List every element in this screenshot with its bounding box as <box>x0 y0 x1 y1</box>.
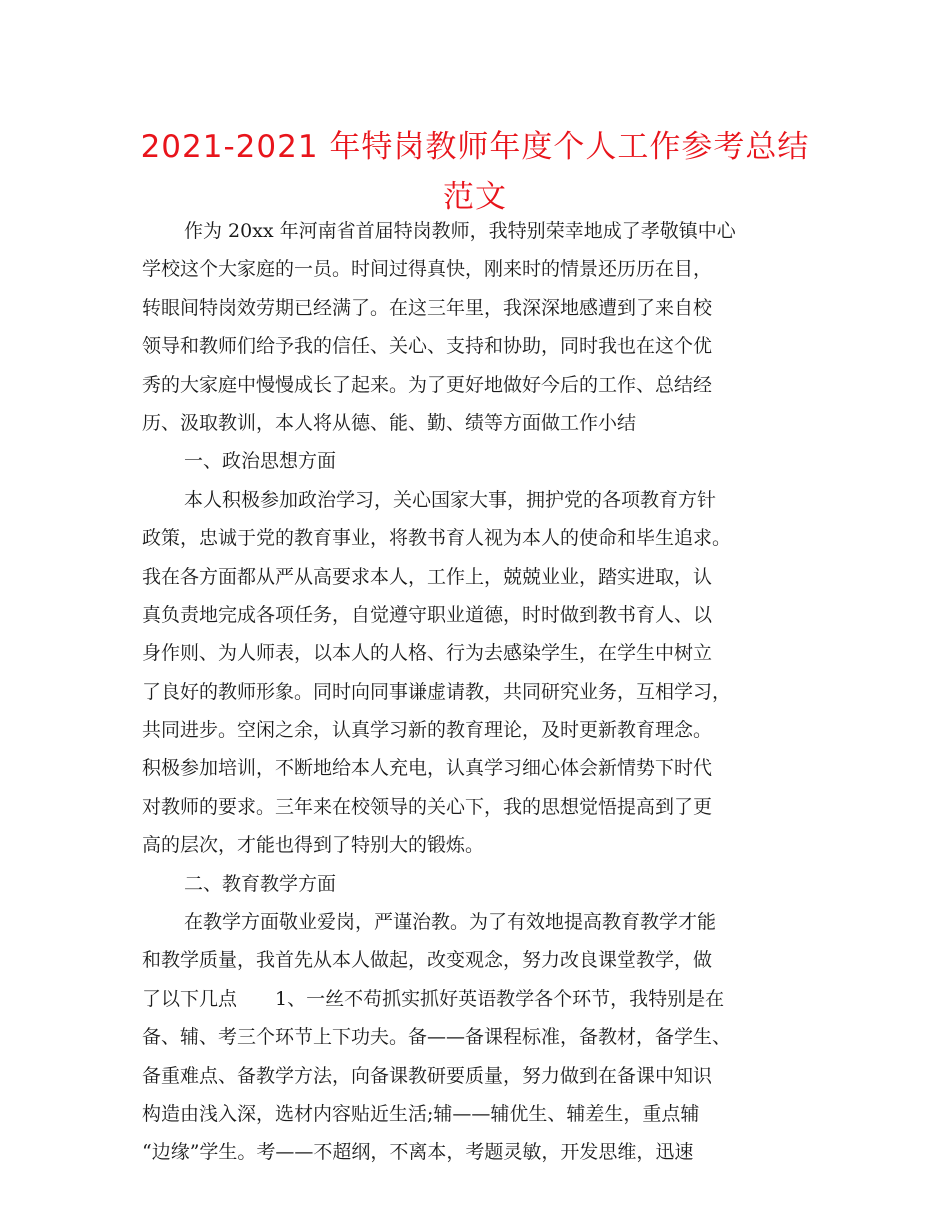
text-line: 作为 20xx 年河南省首届特岗教师，我特别荣幸地成了孝敬镇中心 <box>184 220 736 242</box>
document-title <box>130 122 820 222</box>
text-line: 和教学质量，我首先从本人做起，改变观念，努力改良课堂教学，做 <box>142 949 713 972</box>
text-line: 领导和教师们给予我的信任、关心、支持和协助，同时我也在这个优 <box>142 335 713 358</box>
title-line-1: 2021-2021 年特岗教师年度个人工作参考总结 <box>140 129 810 165</box>
text-line: 备、辅、考三个环节上下功夫。备——备课程标准，备教材，备学生、 <box>142 1026 732 1049</box>
text-line: 真负责地完成各项任务，自觉遵守职业道德，时时做到教书育人、以 <box>142 603 713 626</box>
text-line: 二、教育教学方面 <box>184 872 337 895</box>
text-line: 学校这个大家庭的一员。时间过得真快，刚来时的情景还历历在目， <box>142 258 713 281</box>
text-line: 历、汲取教训，本人将从德、能、勤、绩等方面做工作小结 <box>142 411 637 434</box>
text-line: 对教师的要求。三年来在校领导的关心下，我的思想觉悟提高到了更 <box>142 795 713 818</box>
text-line: 秀的大家庭中慢慢成长了起来。为了更好地做好今后的工作、总结经 <box>142 373 713 396</box>
text-line: “边缘”学生。考——不超纲，不离本，考题灵敏，开发思维，迅速 <box>142 1141 694 1164</box>
text-line: 高的层次，才能也得到了特别大的锻炼。 <box>142 834 485 857</box>
text-line: 政策，忠诚于党的教育事业，将教书育人视为本人的使命和毕生追求。 <box>142 527 732 550</box>
text-line: 了以下几点 1、一丝不苟抓实抓好英语教学各个环节，我特别是在 <box>142 987 725 1010</box>
text-line: 备重难点、备教学方法，向备课教研要质量，努力做到在备课中知识 <box>142 1064 713 1087</box>
text-line: 转眼间特岗效劳期已经满了。在这三年里，我深深地感遭到了来自校 <box>142 296 713 319</box>
text-line: 了良好的教师形象。同时向同事谦虚请教，共同研究业务，互相学习， <box>142 680 732 703</box>
document-body <box>142 212 832 1172</box>
text-line: 共同进步。空闲之余，认真学习新的教育理论，及时更新教育理念。 <box>142 719 713 742</box>
text-line: 一、政治思想方面 <box>184 450 337 473</box>
text-line: 我在各方面都从严从高要求本人，工作上，兢兢业业，踏实进取，认 <box>142 565 713 588</box>
text-line: 本人积极参加政治学习，关心国家大事，拥护党的各项教育方针 <box>184 488 717 511</box>
title-line-2: 范文 <box>443 179 507 215</box>
text-line: 身作则、为人师表，以本人的人格、行为去感染学生，在学生中树立 <box>142 642 713 665</box>
text-line: 积极参加培训，不断地给本人充电，认真学习细心体会新情势下时代 <box>142 757 713 780</box>
text-line: 在教学方面敬业爱岗，严谨治教。为了有效地提高教育教学才能 <box>184 911 717 934</box>
text-line: 构造由浅入深，选材内容贴近生活;辅——辅优生、辅差生，重点辅 <box>142 1102 700 1125</box>
